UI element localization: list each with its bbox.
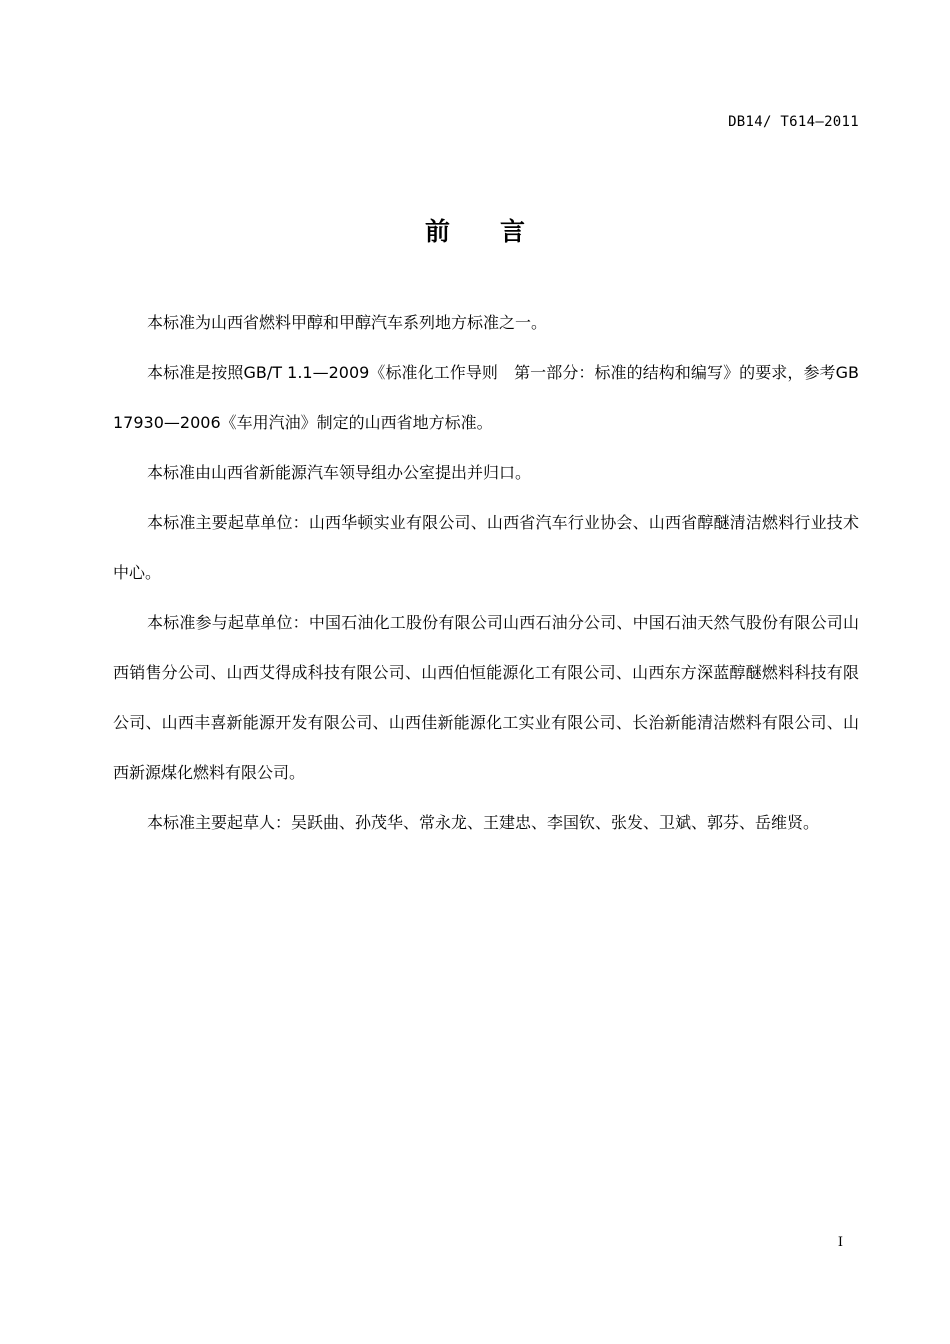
paragraph-series: 本标准为山西省燃料甲醇和甲醇汽车系列地方标准之一。 [147, 313, 548, 332]
page-title [0, 212, 950, 248]
title-char-1: 前 [424, 217, 450, 246]
paragraph-main-drafters: 本标准主要起草单位：山西华顿实业有限公司、山西省汽车行业协会、山西省醇醚清洁燃料行业技术中心。 [113, 513, 859, 582]
paragraph-basis: 本标准是按照GB/T 1.1—2009《标准化工作导则 第一部分：标准的结构和编写》的要求，参考GB 17930—2006《车用汽油》制定的山西省地方标准。 [113, 363, 859, 432]
page-number: I [837, 1235, 843, 1250]
paragraph-drafting-persons: 本标准主要起草人：吴跃曲、孙茂华、常永龙、王建忠、李国钦、张发、卫斌、郭芬、岳维贤。 [147, 813, 820, 832]
paragraph-proposer: 本标准由山西省新能源汽车领导组办公室提出并归口。 [147, 463, 532, 482]
title-char-2: 言 [500, 217, 526, 246]
document-code: DB14/ T614—2011 [728, 114, 859, 130]
paragraph-participating-drafters: 本标准参与起草单位：中国石油化工股份有限公司山西石油分公司、中国石油天然气股份有限公司山西销售分公司、山西艾得成科技有限公司、山西伯恒能源化工有限公司、山西东方深蓝醇醚燃料科技有限公司、山西丰喜新能源开发有限公司、山西佳新能源化工实业有限公司、长治新能清洁燃料有限公司、山西新源煤化燃料有限公司。 [113, 613, 859, 782]
foreword-body [113, 298, 859, 848]
